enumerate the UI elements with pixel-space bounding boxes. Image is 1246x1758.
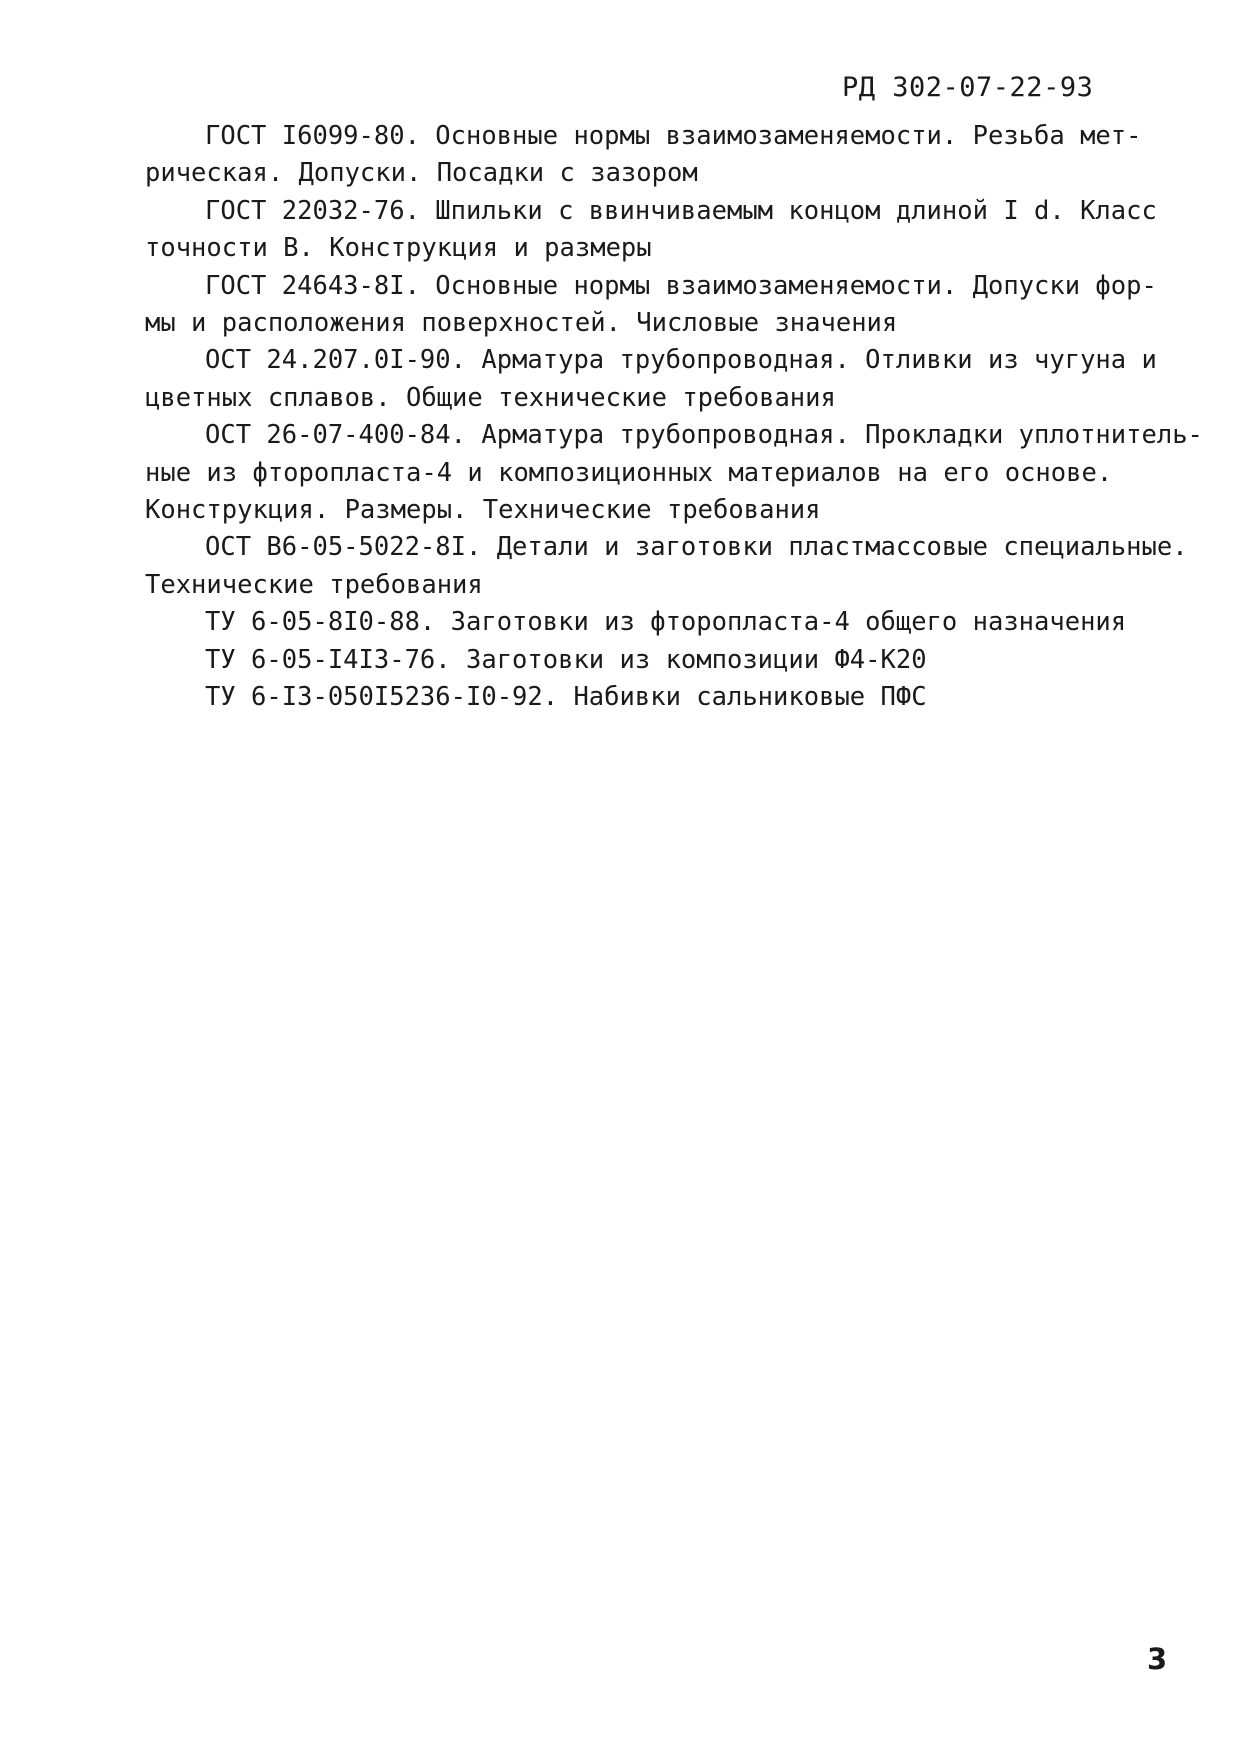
reference-line: мы и расположения поверхностей. Числовые значения: [145, 308, 898, 339]
reference-line: ОСТ В6-05-5022-8I. Детали и заготовки пластмассовые специальные.: [205, 532, 1188, 563]
reference-entry: [145, 604, 1215, 641]
reference-line: ные из фторопласта-4 и композиционных материалов на его основе.: [145, 457, 1113, 488]
reference-line: ТУ 6-I3-050I5236-I0-92. Набивки сальниковые ПФС: [205, 682, 927, 713]
reference-line: цветных сплавов. Общие технические требования: [145, 382, 836, 413]
reference-line: ОСТ 24.207.0I-90. Арматура трубопроводная. Отливки из чугуна и: [205, 345, 1157, 376]
reference-entry: [145, 118, 1215, 193]
reference-entry: [145, 679, 1215, 716]
reference-entry: [145, 529, 1215, 604]
reference-line: ГОСТ I6099-80. Основные нормы взаимозаменяемости. Резьба мет-: [205, 121, 1142, 151]
reference-entry: [145, 342, 1215, 417]
document-code: РД 302-07-22-93: [842, 72, 1094, 103]
reference-line: ТУ 6-05-8I0-88. Заготовки из фторопласта-4 общего назначения: [205, 607, 1127, 638]
reference-line: ОСТ 26-07-400-84. Арматура трубопроводная. Прокладки уплотнитель-: [205, 420, 1203, 451]
page-number: 3: [1147, 1642, 1168, 1676]
reference-entry: [145, 642, 1215, 679]
reference-line: Конструкция. Размеры. Технические требования: [145, 495, 821, 526]
reference-entry: [145, 193, 1215, 268]
reference-list: [145, 118, 1215, 717]
reference-entry: [145, 268, 1215, 343]
reference-line: ГОСТ 22032-76. Шпильки с ввинчиваемым концом длиной I d. Класс: [205, 195, 1157, 226]
reference-line: точности В. Конструкция и размеры: [145, 233, 652, 264]
reference-line: рическая. Допуски. Посадки с зазором: [145, 158, 698, 189]
reference-line: ТУ 6-05-I4I3-76. Заготовки из композиции Ф4-К20: [205, 644, 927, 675]
reference-entry: [145, 417, 1215, 529]
reference-line: Технические требования: [145, 569, 483, 600]
reference-line: ГОСТ 24643-8I. Основные нормы взаимозаменяемости. Допуски фор-: [205, 270, 1157, 301]
